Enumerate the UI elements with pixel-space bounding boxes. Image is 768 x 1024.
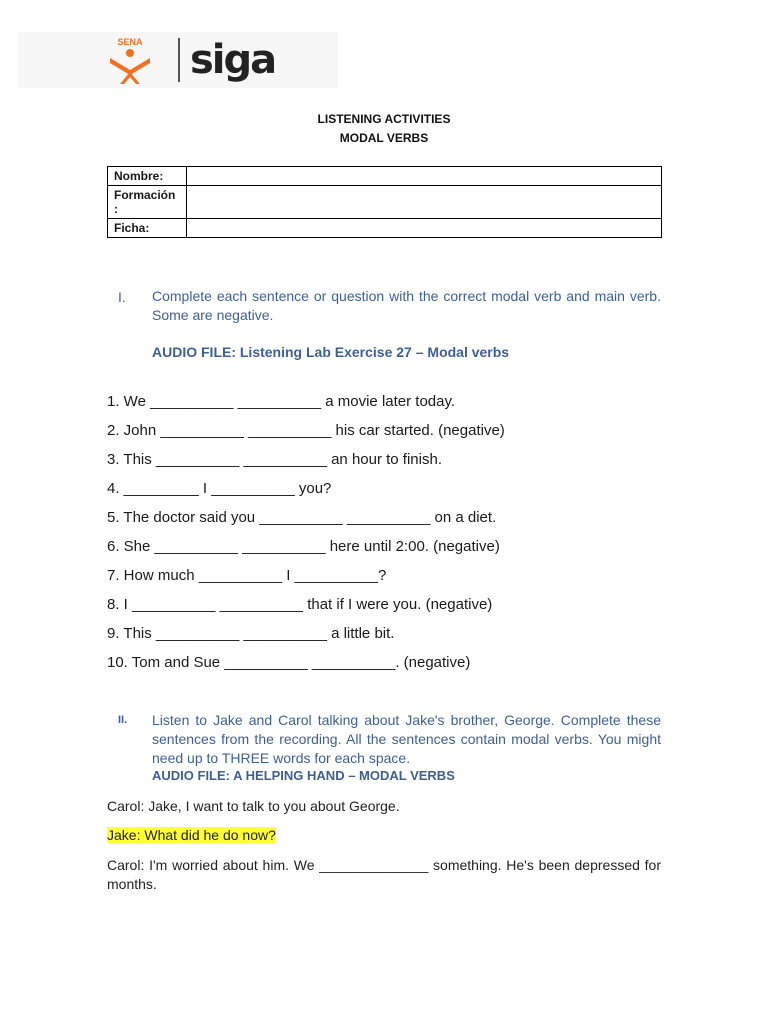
section2-instruction: Listen to Jake and Carol talking about Jake's brother, George. Complete these sentences from the recording. All the sentences contain modal verbs. You might need up to THREE words for each space. <box>152 712 661 766</box>
formacion-label: Formación : <box>108 186 187 219</box>
document-title: LISTENING ACTIVITIES <box>317 112 451 126</box>
question-9: 9. This __________ __________ a little bit. <box>107 625 395 642</box>
table-row <box>108 219 662 238</box>
question-7: 7. How much __________ I __________? <box>107 567 387 584</box>
document-subtitle: MODAL VERBS <box>339 131 429 145</box>
question-2: 2. John __________ __________ his car started. (negative) <box>107 422 505 439</box>
section1-instruction: Complete each sentence or question with the correct modal verb and main verb. Some are negative. <box>152 288 661 323</box>
formacion-field[interactable] <box>187 186 662 219</box>
section1-audio-label: AUDIO FILE: Listening Lab Exercise 27 – Modal verbs <box>152 344 510 360</box>
section2-audio-label: AUDIO FILE: A HELPING HAND – MODAL VERBS <box>152 768 455 783</box>
question-1: 1. We __________ __________ a movie later today. <box>107 393 456 410</box>
ficha-field[interactable] <box>187 219 662 238</box>
nombre-label: Nombre: <box>108 167 187 186</box>
nombre-field[interactable] <box>187 167 662 186</box>
question-5: 5. The doctor said you __________ __________ on a diet. <box>107 509 497 526</box>
question-6: 6. She __________ __________ here until 2:00. (negative) <box>107 538 500 555</box>
dialogue-line-3: Carol: I'm worried about him. We ______________ something. He's been depressed for months. <box>107 857 661 892</box>
dialogue-line-2-wrapper <box>107 826 276 845</box>
siga-logo: siga <box>190 37 276 83</box>
logo-divider <box>178 38 180 82</box>
table-row <box>108 186 662 219</box>
section2-numeral: II. <box>118 714 128 726</box>
question-10: 10. Tom and Sue __________ __________. (negative) <box>107 654 471 671</box>
question-4: 4. _________ I __________ you? <box>107 480 332 497</box>
dialogue-line-1: Carol: Jake, I want to talk to you about George. <box>107 798 400 814</box>
question-8: 8. I __________ __________ that if I were you. (negative) <box>107 596 493 613</box>
question-3: 3. This __________ __________ an hour to finish. <box>107 451 442 468</box>
dialogue-line-2: Jake: What did he do now? <box>107 827 276 843</box>
table-row <box>108 167 662 186</box>
header-logos <box>18 32 338 88</box>
ficha-label: Ficha: <box>108 219 187 238</box>
section1-numeral: I. <box>118 289 126 305</box>
sena-logo-text: SENA <box>117 37 143 47</box>
student-info-table <box>107 166 662 238</box>
sena-logo-icon <box>106 36 154 86</box>
